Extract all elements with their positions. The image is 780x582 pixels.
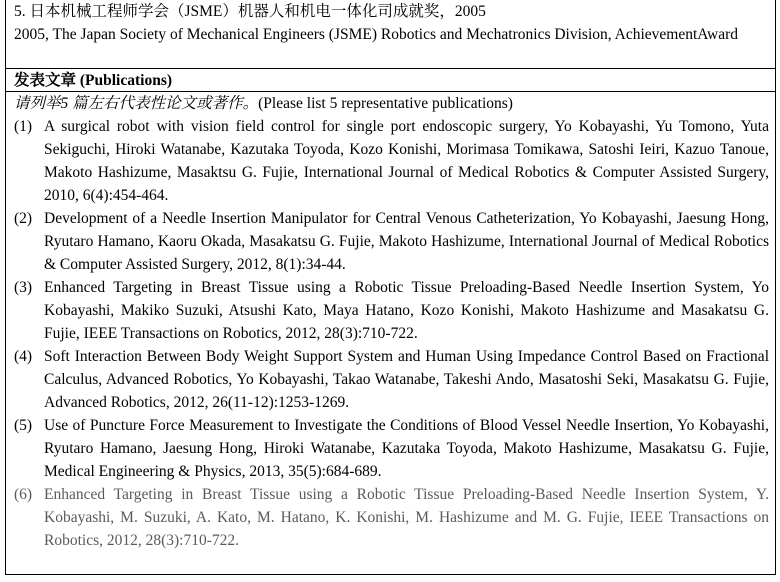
- award-section: [5, 0, 776, 69]
- publications-instruction: [14, 92, 769, 115]
- publication-text: Use of Puncture Force Measurement to Investigate the Conditions of Blood Vessel Needle Insertion, Yo Kobayashi, Ryutaro Hamano, Jaesung Hong, Hiroki Watanabe, Kazutaka Toyoda, Makoto Hashizume, Masakatsu G. Fujie, Medical Engineering & Physics, 2013, 35(5):684-689.: [44, 417, 769, 480]
- instruction-en: (Please list 5 representative publications): [258, 95, 513, 112]
- publication-text: Enhanced Targeting in Breast Tissue using a Robotic Tissue Preloading-Based Needle Insertion System, Yo Kobayashi, Makiko Suzuki, Atsushi Kato, Maya Hatano, Kozo Konishi, Makoto Hashizume and Masakatsu G. Fujie, IEEE Transactions on Robotics, 2012, 28(3):710-722.: [44, 279, 769, 342]
- publication-text: Enhanced Targeting in Breast Tissue using a Robotic Tissue Preloading-Based Needle Insertion System, Y. Kobayashi, M. Suzuki, A. Kato, M. Hatano, K. Konishi, M. Hashizume and M. G. Fujie, IEEE Transactions on Robotics, 2012, 28(3):710-722.: [44, 486, 769, 549]
- publication-number: (6): [14, 486, 33, 503]
- publication-item: [14, 207, 769, 276]
- publication-item: [14, 276, 769, 345]
- publication-number: (2): [14, 210, 33, 227]
- publication-text: A surgical robot with vision field control for single port endoscopic surgery, Yo Kobayashi, Yu Tomono, Yuta Sekiguchi, Hiroki Watanabe, Kazutaka Toyoda, Kozo Konishi, Morimasa Tomikawa, Satoshi Ieiri, Kazuo Tanoue, Makoto Hashizume, Masaktsu G. Fujie, International Journal of Medical Robotics & Computer Assisted Surgery, 2010, 6(4):454-464.: [44, 118, 769, 204]
- document-page: [5, 0, 776, 575]
- award-description: 2005, The Japan Society of Mechanical Engineers (JSME) Robotics and Mechatronics Division, AchievementAward: [14, 26, 739, 43]
- publication-text: Soft Interaction Between Body Weight Support System and Human Using Impedance Control Based on Fractional Calculus, Advanced Robotics, Yo Kobayashi, Takao Watanabe, Takeshi Ando, Masatoshi Seki, Masakatsu G. Fujie, Advanced Robotics, 2012, 26(11-12):1253-1269.: [44, 348, 769, 411]
- publication-number: (4): [14, 348, 33, 365]
- publications-section: [5, 92, 776, 575]
- publication-item: [14, 115, 769, 207]
- publication-number: (3): [14, 279, 33, 296]
- instruction-zh: 请列举5 篇左右代表性论文或著作。: [14, 95, 259, 112]
- publication-item: [14, 414, 769, 483]
- publication-text: Development of a Needle Insertion Manipulator for Central Venous Catheterization, Yo Kobayashi, Jaesung Hong, Ryutaro Hamano, Kaoru Okada, Masakatsu G. Fujie, Makoto Hashizume, International Journal of Medical Robotics & Computer Assisted Surgery, 2012, 8(1):34-44.: [44, 210, 769, 273]
- award-title: 5. 日本机械工程师学会（JSME）机器人和机电一体化司成就奖，2005: [14, 3, 486, 20]
- publication-item: [14, 345, 769, 414]
- publications-header: 发表文章 (Publications): [5, 69, 776, 92]
- publication-item: [14, 483, 769, 552]
- publication-number: (1): [14, 118, 33, 135]
- publication-number: (5): [14, 417, 33, 434]
